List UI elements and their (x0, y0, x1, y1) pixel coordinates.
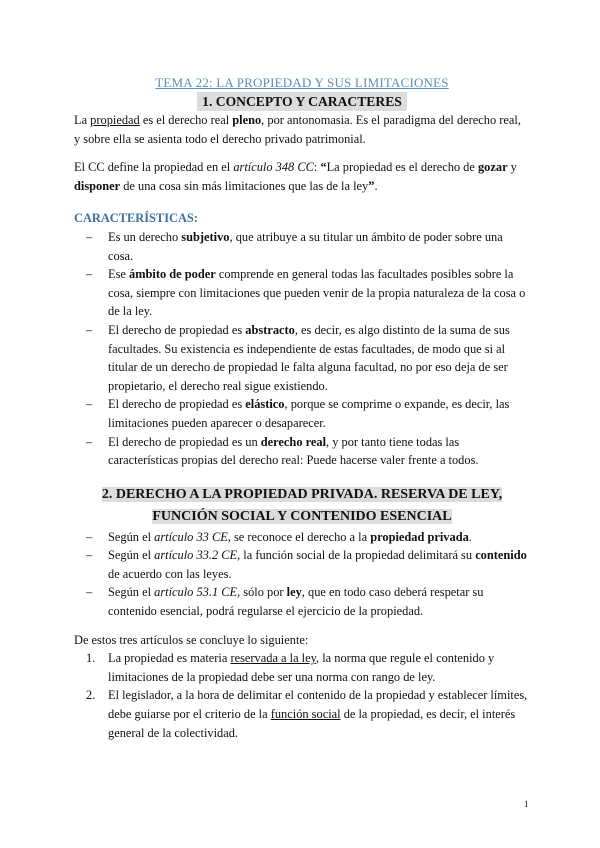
paragraph-cc-definition: El CC define la propiedad en el artículo 348 CC: “La propiedad es el derecho de gozar y disponer de una cosa sin más limitaciones que las de la ley”. (74, 160, 517, 193)
list-item: 2. El legislador, a la hora de delimitar el contenido de la propiedad y establecer límites, debe guiarse por el criterio de la función social de la propiedad, es decir, el interés general de la colectividad. (86, 688, 528, 740)
conclusion-paragraph: De estos tres artículos se concluye lo siguiente: (74, 632, 309, 647)
conclusions-list (74, 649, 530, 742)
page-content (74, 74, 530, 742)
document-title: TEMA 22: LA PROPIEDAD Y SUS LIMITACIONES (155, 75, 449, 90)
list-item: – Según el artículo 53.1 CE, sólo por ley, que en todo caso deberá respetar su contenido esencial, podrá regularse el ejercicio de la propiedad. (74, 583, 530, 620)
list-item: – Es un derecho subjetivo, que atribuye a su titular un ámbito de poder sobre una cosa. (74, 228, 530, 265)
list-item: – El derecho de propiedad es abstracto, es decir, es algo distinto de la suma de sus facultades. Su existencia es independiente de estas facultades, de modo que si al titular de un derecho de propiedad le falta alguna facultad, no por eso deja de ser propietario, el derecho real sigue existiendo. (74, 321, 530, 395)
section-1-title: 1. CONCEPTO Y CARACTERES (197, 92, 407, 111)
page-number: 1 (524, 799, 529, 809)
caracteristicas-heading: CARACTERÍSTICAS: (74, 211, 198, 226)
list-item: – Según el artículo 33.2 CE, la función social de la propiedad delimitará su contenido de acuerdo con las leyes. (74, 546, 530, 583)
paragraph-propiedad-definition: La propiedad es el derecho real pleno, por antonomasia. Es el paradigma del derecho real, y sobre ella se asienta todo el derecho privado patrimonial. (74, 113, 521, 146)
list-item: – Ese ámbito de poder comprende en general todas las facultades posibles sobre la cosa, siempre con limitaciones que pueden venir de la propia naturaleza de la cosa o de la ley. (74, 265, 530, 321)
section-2-title: 2. DERECHO A LA PROPIEDAD PRIVADA. RESERVA DE LEY, FUNCIÓN SOCIAL Y CONTENIDO ESENCIAL (101, 486, 503, 524)
list-item: – El derecho de propiedad es un derecho real, y por tanto tiene todas las características propias del derecho real: Puede hacerse valer frente a todos. (74, 433, 530, 470)
link-propiedad: propiedad (90, 113, 140, 127)
list-item: – Según el artículo 33 CE, se reconoce el derecho a la propiedad privada. (74, 528, 530, 547)
caracteristicas-list (74, 228, 530, 470)
list-item: 1. La propiedad es materia reservada a la ley, la norma que regule el contenido y limitaciones de la propiedad debe ser una norma con rango de ley. (86, 651, 495, 684)
constitution-articles-list (74, 528, 530, 621)
list-item: – El derecho de propiedad es elástico, porque se comprime o expande, es decir, las limitaciones pueden aparecer o desaparecer. (74, 395, 530, 432)
